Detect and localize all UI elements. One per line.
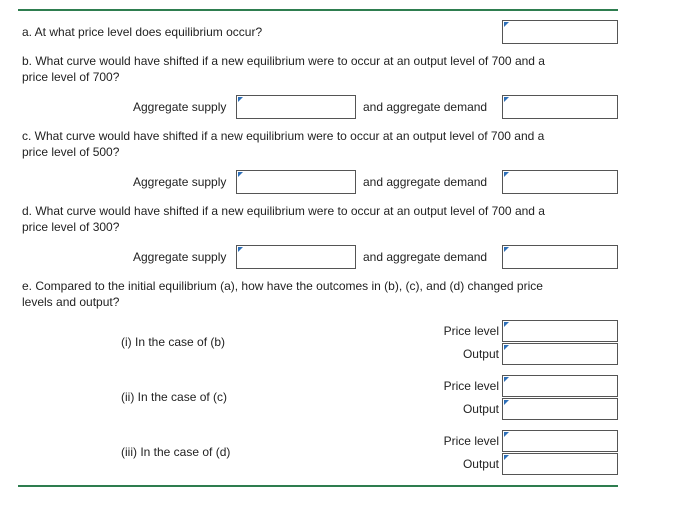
case-iii-output-input[interactable] [503,454,617,474]
case-ii-output-field[interactable] [502,398,618,420]
question-c-supply-input[interactable] [237,171,355,193]
question-b-supply-label: Aggregate supply [133,100,227,114]
question-c-supply-field[interactable] [236,170,356,194]
question-c-supply-label: Aggregate supply [133,175,227,189]
question-b-supply-field[interactable] [236,95,356,119]
question-b-line1: b. What curve would have shifted if a new equilibrium were to occur at an output level of 700 and a [22,54,545,68]
question-e-line2: levels and output? [22,295,120,309]
question-d-demand-input[interactable] [503,246,617,268]
case-iii-output-label: Output [462,457,499,471]
case-iii-price-label: Price level [443,434,499,448]
case-iii-label: (iii) In the case of (d) [121,445,231,459]
question-c-demand-field[interactable] [502,170,618,194]
case-i-price-label: Price level [443,324,499,338]
question-b-line2: price level of 700? [22,70,120,84]
question-e-line1: e. Compared to the initial equilibrium (a), how have the outcomes in (b), (c), and (d) changed price [22,279,543,293]
case-ii-price-input[interactable] [503,376,617,396]
question-d-supply-label: Aggregate supply [133,250,227,264]
bottom-divider [18,485,618,487]
case-ii-output-input[interactable] [503,399,617,419]
case-i-price-input[interactable] [503,321,617,341]
question-d-line1: d. What curve would have shifted if a new equilibrium were to occur at an output level of 700 and a [22,204,545,218]
case-ii-price-field[interactable] [502,375,618,397]
question-a-answer-field[interactable] [502,20,618,44]
question-b-supply-input[interactable] [237,96,355,118]
case-iii-output-field[interactable] [502,453,618,475]
question-d-demand-field[interactable] [502,245,618,269]
question-c-demand-label: and aggregate demand [363,175,488,189]
question-c-demand-input[interactable] [503,171,617,193]
case-i-output-field[interactable] [502,343,618,365]
question-d-line2: price level of 300? [22,220,120,234]
question-d-demand-label: and aggregate demand [363,250,488,264]
case-i-price-field[interactable] [502,320,618,342]
case-iii-price-field[interactable] [502,430,618,452]
question-b-demand-label: and aggregate demand [363,100,488,114]
question-c-line2: price level of 500? [22,145,120,159]
question-b-demand-input[interactable] [503,96,617,118]
case-ii-output-label: Output [462,402,499,416]
case-ii-label: (ii) In the case of (c) [121,390,228,404]
question-a-text: a. At what price level does equilibrium occur? [22,25,263,39]
question-d-supply-field[interactable] [236,245,356,269]
case-i-output-input[interactable] [503,344,617,364]
top-divider [18,9,618,11]
case-i-output-label: Output [462,347,499,361]
question-a-answer-input[interactable] [503,21,617,43]
question-d-supply-input[interactable] [237,246,355,268]
case-i-label: (i) In the case of (b) [121,335,226,349]
question-b-demand-field[interactable] [502,95,618,119]
case-iii-price-input[interactable] [503,431,617,451]
question-c-line1: c. What curve would have shifted if a new equilibrium were to occur at an output level of 700 and a [22,129,545,143]
case-ii-price-label: Price level [443,379,499,393]
